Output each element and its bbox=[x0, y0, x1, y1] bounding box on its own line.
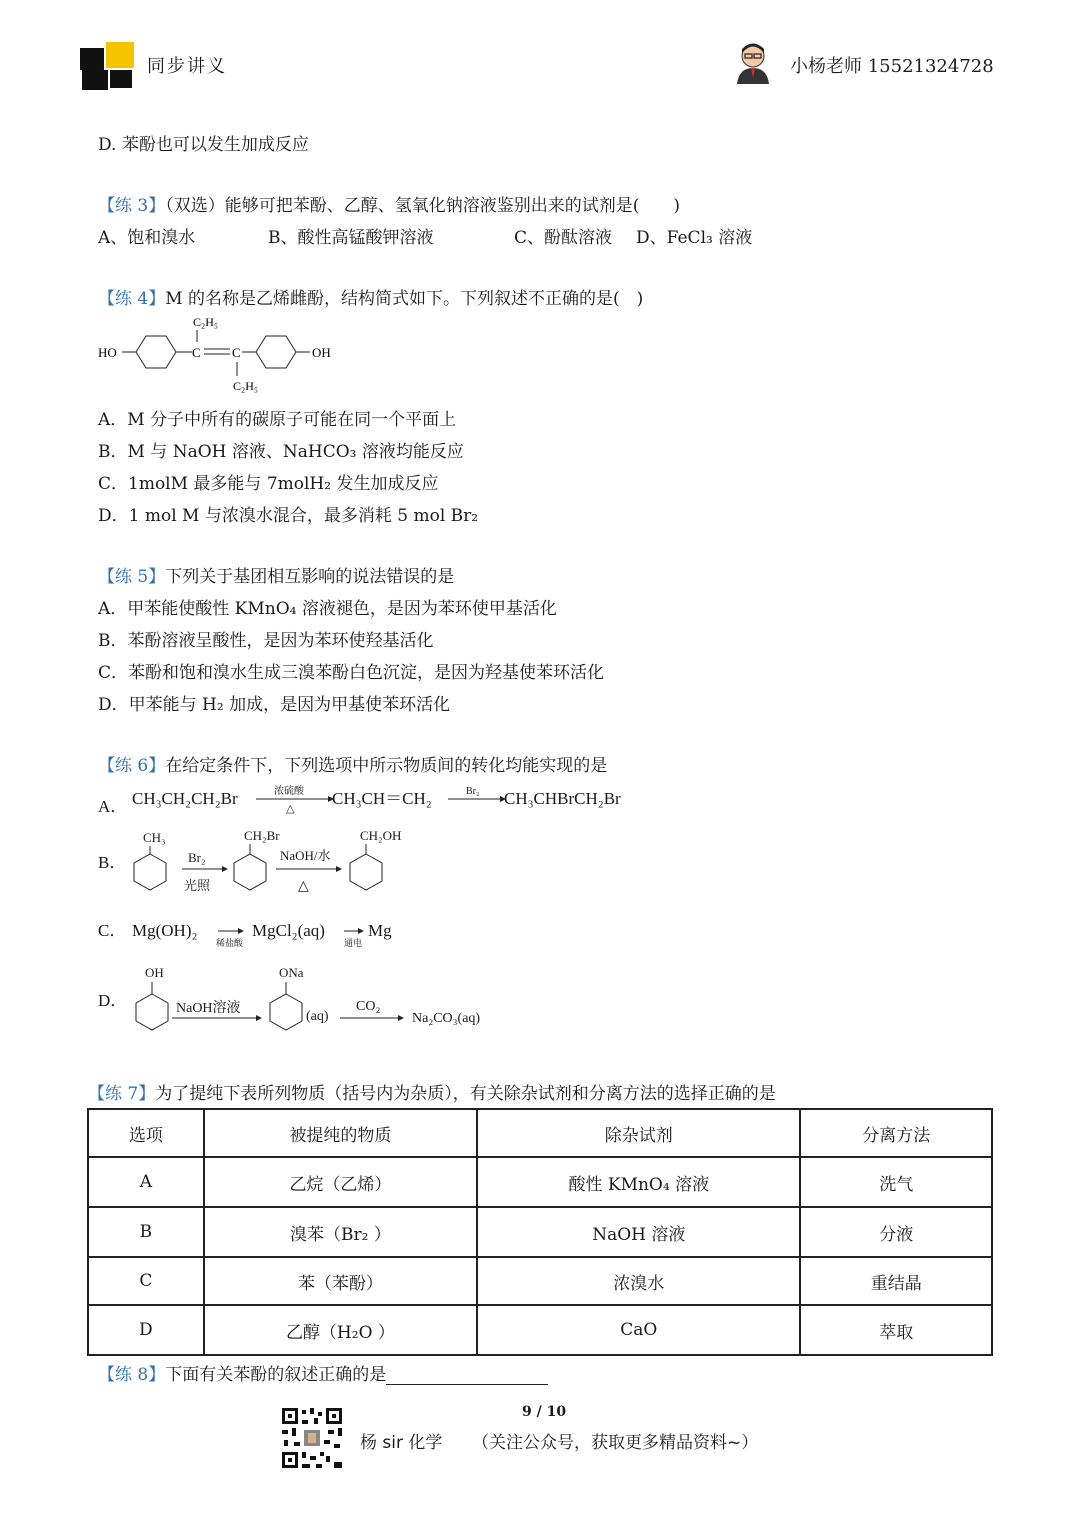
q6-stem: 在给定条件下，下列选项中所示物质间的转化均能实现的是 bbox=[165, 756, 608, 776]
q6a-cond2-top: Br₂ bbox=[466, 786, 480, 797]
q3-option-a: A、饱和溴水 bbox=[98, 228, 196, 248]
struct-c-left: C bbox=[192, 345, 201, 360]
q8-stem: 下面有关苯酚的叙述正确的是 bbox=[165, 1365, 387, 1385]
q6a-cond1-top: 浓硫酸 bbox=[274, 786, 304, 797]
table-cell: 乙醇（H₂O ） bbox=[204, 1305, 477, 1355]
table-cell: A bbox=[88, 1157, 204, 1207]
q3-option-d: D、FeCl₃ 溶液 bbox=[636, 228, 753, 248]
q3-option-b: B、酸性高锰酸钾溶液 bbox=[268, 228, 434, 248]
table-cell: C bbox=[88, 1257, 204, 1305]
q6b-label: B． bbox=[98, 853, 127, 872]
purification-table bbox=[87, 1108, 993, 1356]
q6-tag: 【练 6】 bbox=[98, 756, 166, 776]
q5-tag: 【练 5】 bbox=[98, 567, 166, 587]
q8-tag: 【练 8】 bbox=[98, 1365, 166, 1385]
q5-option-d: D．甲苯能与 H₂ 加成，是因为甲基使苯环活化 bbox=[98, 695, 451, 715]
q6d-aq: (aq) bbox=[306, 1009, 329, 1024]
q8-answer-blank[interactable] bbox=[386, 1366, 548, 1385]
q7-stem: 为了提纯下表所列物质（括号内为杂质），有关除杂试剂和分离方法的选择正确的是 bbox=[155, 1084, 776, 1104]
q6b-toluene-sub: CH₃ bbox=[143, 830, 166, 845]
q6d-product: Na₂CO₃(aq) bbox=[412, 1011, 481, 1026]
q6d-phenol-sub: OH bbox=[145, 965, 164, 980]
table-header-cell: 选项 bbox=[88, 1109, 204, 1157]
q6c-intermediate: MgCl₂(aq) bbox=[252, 921, 325, 940]
header-teacher: 小杨老师 15521324728 bbox=[790, 56, 994, 77]
page-number: 9 / 10 bbox=[522, 1404, 567, 1420]
table-cell: 乙烷（乙烯） bbox=[204, 1157, 477, 1207]
q6b-cond1-top: Br₂ bbox=[188, 850, 206, 865]
table-cell: 分液 bbox=[800, 1207, 992, 1257]
q6b-cond2-bottom: △ bbox=[298, 879, 309, 894]
q4-option-c: C．1molM 最多能与 7molH₂ 发生加成反应 bbox=[98, 474, 439, 494]
q6d-phenoxide-sub: ONa bbox=[279, 965, 304, 980]
table-row bbox=[88, 1257, 992, 1305]
q6a-reactant: CH₃CH₂CH₂Br bbox=[132, 789, 238, 808]
q8-stem-line bbox=[98, 1360, 548, 1385]
table-cell: 酸性 KMnO₄ 溶液 bbox=[477, 1157, 800, 1207]
q6c-label: C． bbox=[98, 921, 127, 940]
q5-option-c: C．苯酚和饱和溴水生成三溴苯酚白色沉淀，是因为羟基使苯环活化 bbox=[98, 663, 605, 683]
table-row bbox=[88, 1207, 992, 1257]
table-cell: NaOH 溶液 bbox=[477, 1207, 800, 1257]
table-row bbox=[88, 1305, 992, 1355]
diethylstilbestrol-structure bbox=[96, 312, 356, 398]
q6a-label: A． bbox=[98, 797, 128, 816]
q4-stem: M 的名称是乙烯雌酚，结构简式如下。下列叙述不正确的是( ) bbox=[165, 289, 644, 309]
q6b-benzylbromide-sub: CH₂Br bbox=[244, 828, 280, 843]
table-header-cell: 除杂试剂 bbox=[477, 1109, 800, 1157]
q6b-cond2-top: NaOH/水 bbox=[280, 848, 331, 863]
struct-oh: OH bbox=[312, 345, 331, 360]
footer-note: （关注公众号，获取更多精品资料~） bbox=[472, 1433, 759, 1453]
teacher-avatar bbox=[733, 40, 773, 84]
q6-option-d bbox=[96, 960, 516, 1038]
q5-stem-line bbox=[98, 562, 454, 587]
q6c-cond2: 通电 bbox=[344, 938, 363, 948]
qr-code bbox=[280, 1406, 344, 1470]
struct-ethyl-bottom: C₂H₅ bbox=[233, 379, 259, 393]
q6-option-b bbox=[96, 824, 426, 898]
table-header-cell: 分离方法 bbox=[800, 1109, 992, 1157]
q4-stem-line bbox=[98, 284, 643, 309]
table-cell: 重结晶 bbox=[800, 1257, 992, 1305]
table-cell: CaO bbox=[477, 1305, 800, 1355]
q3-option-c: C、酚酞溶液 bbox=[514, 228, 613, 248]
footer-source: 杨 sir 化学 bbox=[360, 1433, 443, 1453]
q6d-cond1-top: NaOH溶液 bbox=[176, 1001, 241, 1016]
q5-option-b: B．苯酚溶液呈酸性，是因为苯环使羟基活化 bbox=[98, 631, 434, 651]
table-cell: B bbox=[88, 1207, 204, 1257]
q6d-label: D． bbox=[98, 991, 128, 1010]
q3-tag: 【练 3】 bbox=[98, 196, 166, 216]
q5-option-a: A．甲苯能使酸性 KMnO₄ 溶液褪色，是因为苯环使甲基活化 bbox=[98, 599, 557, 619]
q3-stem: （双选）能够可把苯酚、乙醇、氢氧化钠溶液鉴别出来的试剂是( ) bbox=[165, 196, 680, 216]
q6c-product: Mg bbox=[368, 921, 392, 940]
q6b-cond1-bottom: 光照 bbox=[184, 878, 211, 893]
q6-option-c bbox=[96, 914, 416, 954]
publisher-logo bbox=[80, 42, 136, 90]
table-cell: 浓溴水 bbox=[477, 1257, 800, 1305]
q3-stem-line bbox=[98, 191, 680, 216]
q6c-cond1: 稀盐酸 bbox=[216, 938, 244, 948]
q4-option-a: A．M 分子中所有的碳原子可能在同一个平面上 bbox=[98, 410, 457, 430]
q6b-benzylalcohol-sub: CH₂OH bbox=[360, 828, 402, 843]
q6c-reactant: Mg(OH)₂ bbox=[132, 921, 198, 940]
table-cell: 萃取 bbox=[800, 1305, 992, 1355]
q6a-intermediate: CH₃CH＝CH₂ bbox=[332, 789, 432, 808]
table-row bbox=[88, 1157, 992, 1207]
table-cell: D bbox=[88, 1305, 204, 1355]
q6a-cond1-bottom: △ bbox=[286, 803, 295, 815]
q4-option-b: B．M 与 NaOH 溶液、NaHCO₃ 溶液均能反应 bbox=[98, 442, 464, 462]
q6a-product: CH₃CHBrCH₂Br bbox=[504, 789, 621, 808]
prev-option-d: D. 苯酚也可以发生加成反应 bbox=[98, 135, 309, 155]
q7-stem-line bbox=[88, 1079, 776, 1104]
struct-ho: HO bbox=[98, 345, 117, 360]
table-header-row bbox=[88, 1109, 992, 1157]
q5-stem: 下列关于基团相互影响的说法错误的是 bbox=[165, 567, 455, 587]
q6-stem-line bbox=[98, 751, 607, 776]
header-title: 同步讲义 bbox=[147, 56, 227, 77]
struct-c-right: C bbox=[232, 345, 241, 360]
q4-tag: 【练 4】 bbox=[98, 289, 166, 309]
table-cell: 溴苯（Br₂ ） bbox=[204, 1207, 477, 1257]
q7-tag: 【练 7】 bbox=[88, 1084, 156, 1104]
table-header-cell: 被提纯的物质 bbox=[204, 1109, 477, 1157]
table-cell: 洗气 bbox=[800, 1157, 992, 1207]
struct-ethyl-top: C₂H₅ bbox=[193, 315, 219, 329]
table-cell: 苯（苯酚） bbox=[204, 1257, 477, 1305]
q6-option-a bbox=[96, 782, 656, 822]
q6d-cond2-top: CO₂ bbox=[356, 999, 381, 1014]
q4-option-d: D．1 mol M 与浓溴水混合，最多消耗 5 mol Br₂ bbox=[98, 506, 479, 526]
